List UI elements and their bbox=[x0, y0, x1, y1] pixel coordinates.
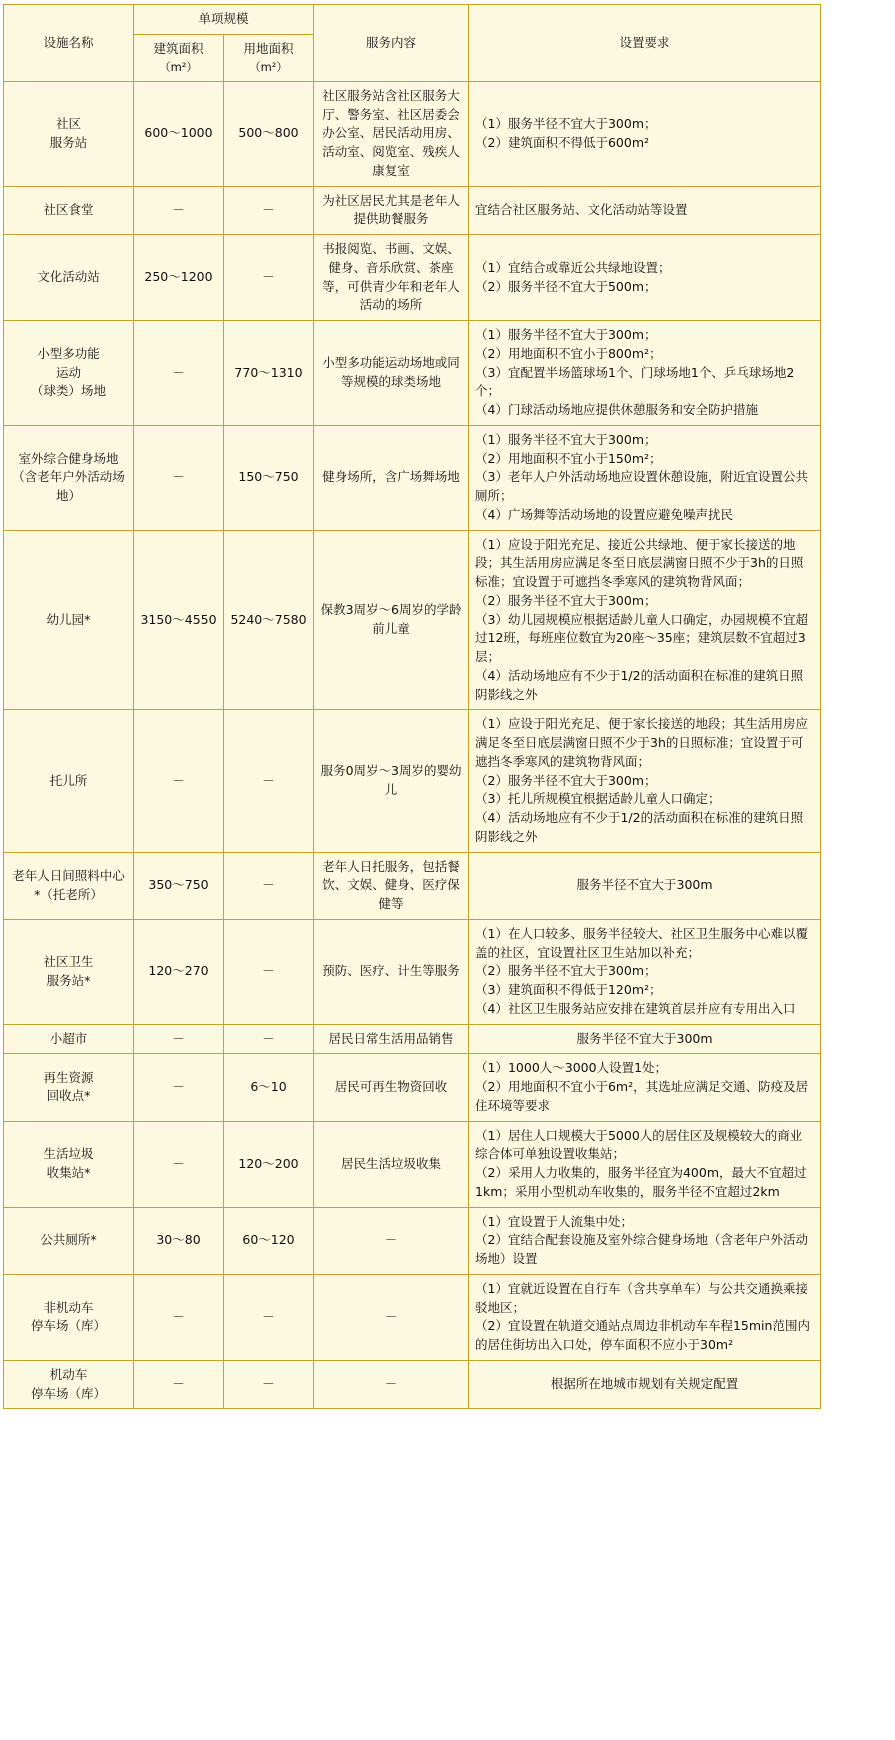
cell-setting-requirements: （1）在人口较多、服务半径较大、社区卫生服务中心难以覆盖的社区，宜设置社区卫生站加以补充； （2）服务半径不宜大于300m； （3）建筑面积不得低于120m²； （4）社区卫生服务站应安排在建筑首层并应有专用出入口 bbox=[469, 919, 821, 1024]
cell-facility-name: 生活垃圾 收集站* bbox=[4, 1121, 134, 1207]
cell-facility-name: 室外综合健身场地（含老年户外活动场地） bbox=[4, 425, 134, 530]
table-row bbox=[4, 235, 821, 321]
cell-facility-name: 再生资源 回收点* bbox=[4, 1054, 134, 1121]
cell-building-area: 250～1200 bbox=[134, 235, 224, 321]
table-body bbox=[4, 81, 821, 1409]
table-row bbox=[4, 710, 821, 852]
cell-facility-name: 公共厕所* bbox=[4, 1207, 134, 1274]
cell-facility-name: 社区食堂 bbox=[4, 186, 134, 235]
cell-service-content: － bbox=[314, 1274, 469, 1360]
cell-setting-requirements: （1）应设于阳光充足、便于家长接送的地段；其生活用房应满足冬至日底层满窗日照不少于3h的日照标准；宜设置于可遮挡冬季寒风的建筑物背风面； （2）服务半径不宜大于300m； （3）托儿所规模宜根据适龄儿童人口确定； （4）活动场地应有不少于1/2的活动面积在标准的建筑日照阴影线之外 bbox=[469, 710, 821, 852]
header-land-area bbox=[224, 34, 314, 81]
cell-setting-requirements: 宜结合社区服务站、文化活动站等设置 bbox=[469, 186, 821, 235]
cell-land-area: － bbox=[224, 186, 314, 235]
table-header bbox=[4, 5, 821, 82]
header-setting-requirements: 设置要求 bbox=[469, 5, 821, 82]
header-service-content: 服务内容 bbox=[314, 5, 469, 82]
cell-facility-name: 文化活动站 bbox=[4, 235, 134, 321]
table-row bbox=[4, 1024, 821, 1054]
header-row-1 bbox=[4, 5, 821, 35]
header-building-area-label: 建筑面积 bbox=[153, 40, 204, 56]
cell-setting-requirements: 服务半径不宜大于300m bbox=[469, 852, 821, 919]
cell-setting-requirements: （1）1000人～3000人设置1处； （2）用地面积不宜小于6m²，其选址应满足交通、防疫及居住环境等要求 bbox=[469, 1054, 821, 1121]
table-row bbox=[4, 321, 821, 426]
cell-building-area: － bbox=[134, 186, 224, 235]
cell-land-area: 6～10 bbox=[224, 1054, 314, 1121]
cell-setting-requirements: （1）服务半径不宜大于300m； （2）用地面积不宜小于800m²； （3）宜配置半场篮球场1个、门球场地1个、乒乓球场地2个； （4）门球活动场地应提供休憩服务和安全防护措施 bbox=[469, 321, 821, 426]
cell-building-area: 30～80 bbox=[134, 1207, 224, 1274]
cell-land-area: － bbox=[224, 852, 314, 919]
cell-service-content: 老年人日托服务，包括餐饮、文娱、健身、医疗保健等 bbox=[314, 852, 469, 919]
table-row bbox=[4, 1274, 821, 1360]
cell-service-content: 预防、医疗、计生等服务 bbox=[314, 919, 469, 1024]
spec-table-container bbox=[0, 4, 895, 1409]
table-row bbox=[4, 1121, 821, 1207]
table-row bbox=[4, 530, 821, 710]
cell-building-area: 600～1000 bbox=[134, 81, 224, 186]
cell-facility-name: 小型多功能 运动 （球类）场地 bbox=[4, 321, 134, 426]
cell-building-area: － bbox=[134, 321, 224, 426]
cell-facility-name: 幼儿园* bbox=[4, 530, 134, 710]
cell-setting-requirements: 根据所在地城市规划有关规定配置 bbox=[469, 1360, 821, 1409]
cell-land-area: － bbox=[224, 235, 314, 321]
cell-building-area: － bbox=[134, 1360, 224, 1409]
cell-setting-requirements: （1）宜就近设置在自行车（含共享单车）与公共交通换乘接驳地区； （2）宜设置在轨道交通站点周边非机动车车程15min范围内的居住街坊出入口处，停车面积不应小于30m² bbox=[469, 1274, 821, 1360]
cell-setting-requirements: （1）服务半径不宜大于300m； （2）建筑面积不得低于600m² bbox=[469, 81, 821, 186]
cell-service-content: 居民日常生活用品销售 bbox=[314, 1024, 469, 1054]
table-row bbox=[4, 1207, 821, 1274]
cell-service-content: 书报阅览、书画、文娱、健身、音乐欣赏、茶座等，可供青少年和老年人活动的场所 bbox=[314, 235, 469, 321]
cell-building-area: 350～750 bbox=[134, 852, 224, 919]
header-building-area-unit: （m²） bbox=[159, 59, 198, 74]
cell-land-area: － bbox=[224, 919, 314, 1024]
table-row bbox=[4, 1360, 821, 1409]
cell-building-area: － bbox=[134, 1054, 224, 1121]
cell-land-area: 60～120 bbox=[224, 1207, 314, 1274]
cell-facility-name: 社区 服务站 bbox=[4, 81, 134, 186]
cell-service-content: 社区服务站含社区服务大厅、警务室、社区居委会办公室、居民活动用房、活动室、阅览室、残疾人康复室 bbox=[314, 81, 469, 186]
table-row bbox=[4, 852, 821, 919]
cell-land-area: 120～200 bbox=[224, 1121, 314, 1207]
cell-service-content: 居民生活垃圾收集 bbox=[314, 1121, 469, 1207]
cell-service-content: 为社区居民尤其是老年人提供助餐服务 bbox=[314, 186, 469, 235]
cell-service-content: 居民可再生物资回收 bbox=[314, 1054, 469, 1121]
cell-facility-name: 老年人日间照料中心*（托老所） bbox=[4, 852, 134, 919]
cell-facility-name: 托儿所 bbox=[4, 710, 134, 852]
cell-land-area: － bbox=[224, 1274, 314, 1360]
cell-building-area: 120～270 bbox=[134, 919, 224, 1024]
cell-service-content: 健身场所，含广场舞场地 bbox=[314, 425, 469, 530]
table-row bbox=[4, 1054, 821, 1121]
cell-land-area: 150～750 bbox=[224, 425, 314, 530]
cell-facility-name: 机动车 停车场（库） bbox=[4, 1360, 134, 1409]
facility-spec-table bbox=[3, 4, 821, 1409]
cell-service-content: 保教3周岁～6周岁的学龄前儿童 bbox=[314, 530, 469, 710]
cell-land-area: － bbox=[224, 1024, 314, 1054]
header-single-scale: 单项规模 bbox=[134, 5, 314, 35]
cell-building-area: 3150～4550 bbox=[134, 530, 224, 710]
cell-land-area: 500～800 bbox=[224, 81, 314, 186]
cell-building-area: － bbox=[134, 1121, 224, 1207]
cell-setting-requirements: 服务半径不宜大于300m bbox=[469, 1024, 821, 1054]
header-land-area-unit: （m²） bbox=[249, 59, 288, 74]
cell-building-area: － bbox=[134, 1024, 224, 1054]
cell-land-area: 770～1310 bbox=[224, 321, 314, 426]
cell-land-area: － bbox=[224, 1360, 314, 1409]
cell-facility-name: 非机动车 停车场（库） bbox=[4, 1274, 134, 1360]
cell-service-content: － bbox=[314, 1207, 469, 1274]
cell-facility-name: 社区卫生 服务站* bbox=[4, 919, 134, 1024]
cell-setting-requirements: （1）宜设置于人流集中处； （2）宜结合配套设施及室外综合健身场地（含老年户外活动场地）设置 bbox=[469, 1207, 821, 1274]
cell-land-area: 5240～7580 bbox=[224, 530, 314, 710]
cell-service-content: － bbox=[314, 1360, 469, 1409]
cell-building-area: － bbox=[134, 425, 224, 530]
table-row bbox=[4, 919, 821, 1024]
header-facility-name: 设施名称 bbox=[4, 5, 134, 82]
cell-setting-requirements: （1）服务半径不宜大于300m； （2）用地面积不宜小于150m²； （3）老年人户外活动场地应设置休憩设施，附近宜设置公共厕所； （4）广场舞等活动场地的设置应避免噪声扰民 bbox=[469, 425, 821, 530]
cell-building-area: － bbox=[134, 710, 224, 852]
header-building-area bbox=[134, 34, 224, 81]
cell-setting-requirements: （1）宜结合或靠近公共绿地设置； （2）服务半径不宜大于500m； bbox=[469, 235, 821, 321]
cell-service-content: 服务0周岁～3周岁的婴幼儿 bbox=[314, 710, 469, 852]
cell-service-content: 小型多功能运动场地或同等规模的球类场地 bbox=[314, 321, 469, 426]
cell-facility-name: 小超市 bbox=[4, 1024, 134, 1054]
header-land-area-label: 用地面积 bbox=[243, 40, 294, 56]
cell-building-area: － bbox=[134, 1274, 224, 1360]
cell-setting-requirements: （1）应设于阳光充足、接近公共绿地、便于家长接送的地段；其生活用房应满足冬至日底层满窗日照不少于3h的日照标准；宜设置于可遮挡冬季寒风的建筑物背风面； （2）服务半径不宜大于300m； （3）幼儿园规模应根据适龄儿童人口确定，办园规模不宜超过12班，每班座位数宜为20座～35座；建筑层数不宜超过3层； （4）活动场地应有不少于1/2的活动面积在标准的建筑日照阴影线之外 bbox=[469, 530, 821, 710]
table-row bbox=[4, 186, 821, 235]
table-row bbox=[4, 425, 821, 530]
cell-land-area: － bbox=[224, 710, 314, 852]
table-row bbox=[4, 81, 821, 186]
cell-setting-requirements: （1）居住人口规模大于5000人的居住区及规模较大的商业综合体可单独设置收集站； （2）采用人力收集的，服务半径宜为400m，最大不宜超过1km；采用小型机动车收集的，服务半径不宜超过2km bbox=[469, 1121, 821, 1207]
